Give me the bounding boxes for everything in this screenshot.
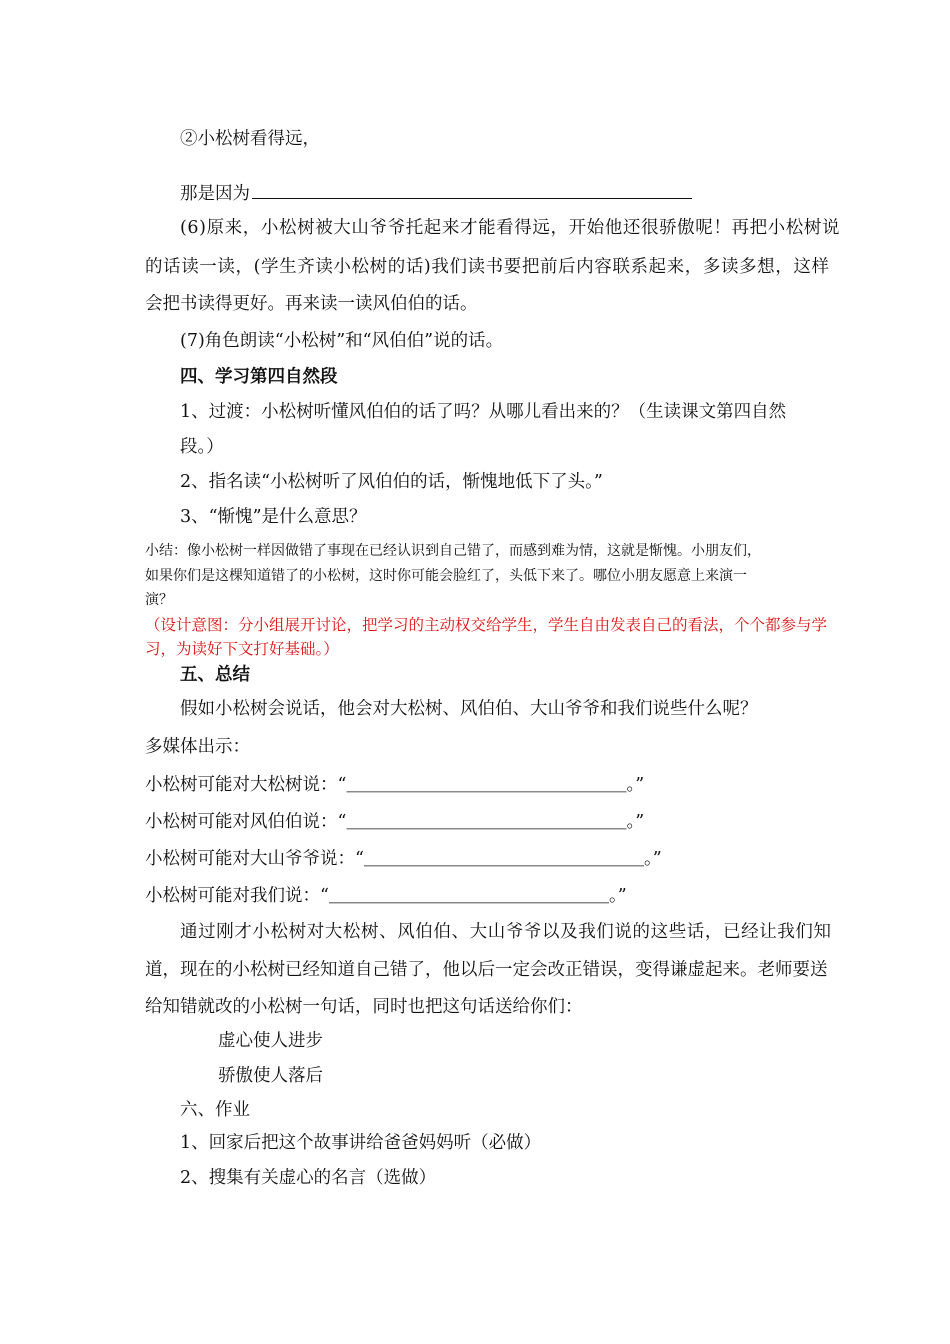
fill-in-uncle-wind: 小松树可能对风伯伯说：“＿＿＿＿＿＿＿＿＿＿＿＿＿＿＿＿。” (145, 812, 645, 832)
conclusion-line-2: 道，现在的小松树已经知道自己错了，他以后一定会改正错误，变得谦虚起来。老师要送 (145, 960, 828, 980)
item-2-text: ②小松树看得远， (180, 129, 320, 149)
paragraph-6-line-3: 会把书读得更好。再来读一读风伯伯的话。 (145, 294, 478, 314)
design-intent-line-2: 习，为读好下文打好基础。） (145, 640, 339, 658)
summary-line-2: 如果你们是这棵知道错了的小松树，这时你可能会脸红了，头低下来了。哪位小朋友愿意上来演一 (145, 568, 747, 584)
section-4-item-1-line-1: 1、过渡：小松树听懂风伯伯的话了吗？从哪儿看出来的？（生读课文第四自然 (180, 402, 787, 422)
section-4-heading: 四、学习第四自然段 (180, 367, 338, 387)
section-6-heading: 六、作业 (180, 1100, 250, 1120)
motto-1: 虚心使人进步 (218, 1031, 323, 1051)
summary-line-3: 演？ (145, 592, 173, 608)
conclusion-line-1: 通过刚才小松树对大松树、风伯伯、大山爷爷以及我们说的这些话，已经让我们知 (180, 922, 832, 942)
homework-2: 2、搜集有关虚心的名言（选做） (180, 1168, 437, 1188)
fill-in-big-pine: 小松树可能对大松树说：“＿＿＿＿＿＿＿＿＿＿＿＿＿＿＿＿。” (145, 775, 645, 795)
summary-line-1: 小结：像小松树一样因做错了事现在已经认识到自己错了，而感到难为情，这就是惭愧。小朋友们， (145, 543, 761, 559)
because-line (180, 183, 692, 205)
paragraph-7: (7)角色朗读“小松树”和“风伯伯”说的话。 (180, 331, 504, 351)
answer-blank (252, 184, 692, 199)
because-label: 那是因为 (180, 184, 250, 204)
conclusion-line-3: 给知错就改的小松树一句话，同时也把这句话送给你们： (145, 997, 583, 1017)
design-intent-line-1: （设计意图：分小组展开讨论，把学习的主动权交给学生，学生自由发表自己的看法，个个都参与学 (145, 616, 828, 634)
section-5-heading: 五、总结 (180, 665, 250, 685)
section-4-item-3: 3、“惭愧”是什么意思？ (180, 507, 367, 527)
motto-2: 骄傲使人落后 (218, 1066, 323, 1086)
homework-1: 1、回家后把这个故事讲给爸爸妈妈听（必做） (180, 1133, 542, 1153)
multimedia-label: 多媒体出示： (145, 737, 250, 757)
fill-in-us: 小松树可能对我们说：“＿＿＿＿＿＿＿＿＿＿＿＿＿＿＿＿。” (145, 886, 627, 906)
fill-in-grandpa-mountain: 小松树可能对大山爷爷说：“＿＿＿＿＿＿＿＿＿＿＿＿＿＿＿＿。” (145, 849, 662, 869)
summary-question: 假如小松树会说话，他会对大松树、风伯伯、大山爷爷和我们说些什么呢？ (180, 699, 758, 719)
paragraph-6-line-2: 的话读一读，(学生齐读小松树的话)我们读书要把前后内容联系起来，多读多想，这样 (145, 257, 830, 277)
paragraph-6-line-1: (6)原来，小松树被大山爷爷托起来才能看得远，开始他还很骄傲呢！再把小松树说 (180, 218, 841, 238)
section-4-item-1-line-2: 段。） (180, 437, 224, 457)
section-4-item-2: 2、指名读“小松树听了风伯伯的话，惭愧地低下了头。” (180, 472, 603, 492)
